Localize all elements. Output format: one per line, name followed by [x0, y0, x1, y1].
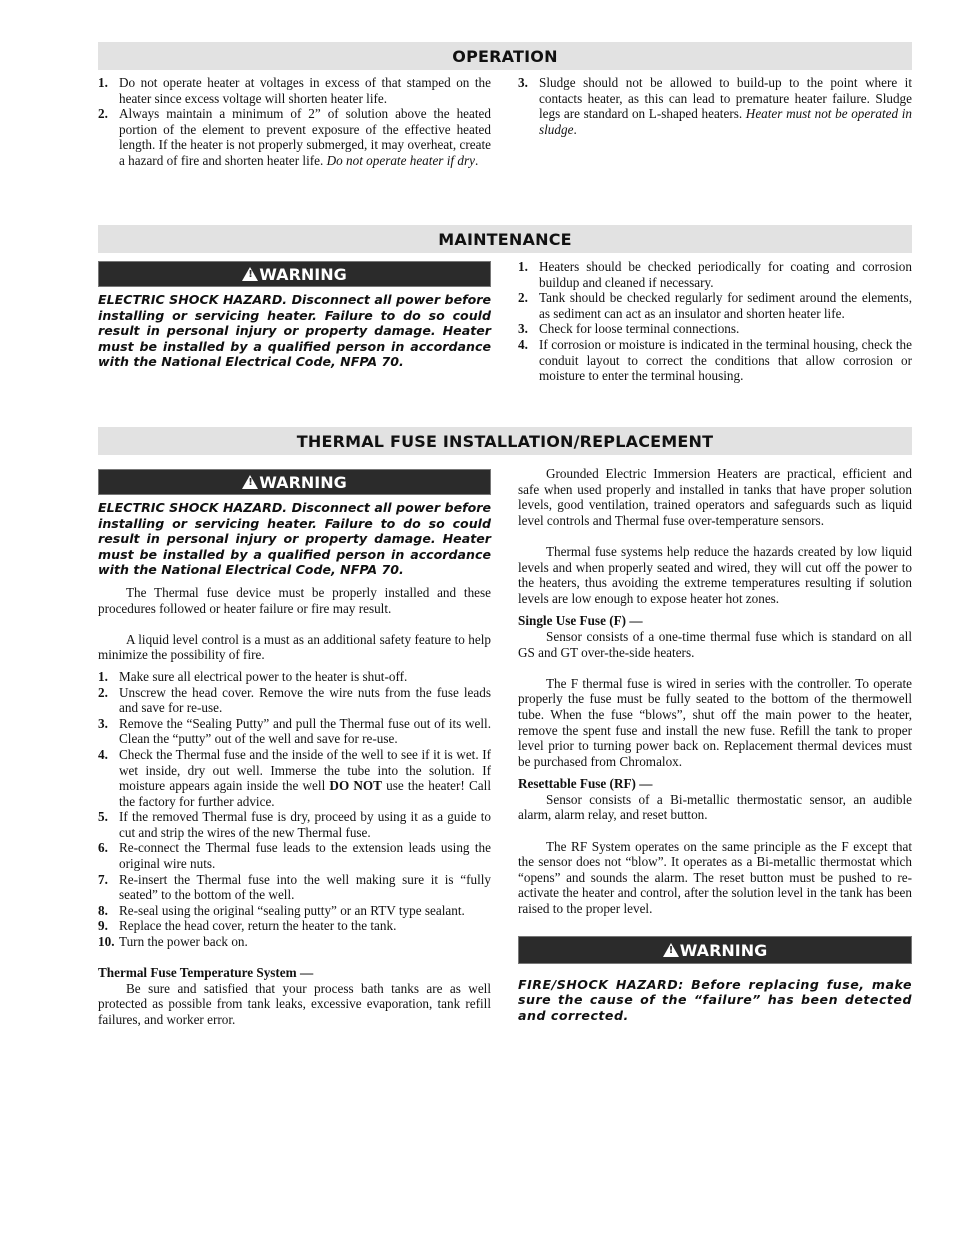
item-number: 5.	[98, 809, 108, 825]
item-text: Do not operate heater at voltages in excess of that stamped on the heater since excess voltage will shorten heater life.	[119, 75, 491, 106]
item-number: 2.	[518, 290, 528, 306]
subheading: Single Use Fuse (F) —	[518, 613, 643, 629]
thermal-right-column	[518, 466, 912, 1023]
maintenance-heading: MAINTENANCE	[98, 225, 912, 253]
item-tail: .	[573, 121, 577, 137]
item-text: Tank should be checked regularly for sediment around the elements, as sediment can act as an insulator and shorten heater life.	[539, 290, 912, 321]
list-item	[98, 918, 491, 934]
item-number: 3.	[518, 321, 528, 337]
maintenance-warning	[98, 261, 491, 370]
paragraph: The RF System operates on the same principle as the F except that the sensor does not “blow”. It operates as a Bi-metallic thermostat which “opens” and sounds the alarm. The reset button must be pushed to re-activate the heater and control, after the solution level in the tank has been raised to the proper level.	[518, 838, 912, 917]
item-number: 1.	[98, 668, 108, 684]
fuse-replacement-steps	[98, 669, 491, 950]
warning-banner	[98, 469, 491, 495]
item-emphasis: Do not operate heater if dry	[326, 152, 475, 168]
item-text: Re-seal using the original “sealing putty” or an RTV type sealant.	[119, 902, 465, 918]
list-item	[98, 872, 491, 903]
item-number: 4.	[98, 746, 108, 762]
list-item	[98, 716, 491, 747]
item-number: 8.	[98, 902, 108, 918]
item-text: Check the Thermal fuse and the inside of the well to see if it is wet. If wet inside, dry out well. Immerse the tube into the solution. If moisture appears again inside the well	[119, 746, 491, 794]
list-item	[98, 75, 491, 106]
list-item	[518, 290, 912, 321]
paragraph: Grounded Electric Immersion Heaters are practical, efficient and safe when used properly and installed in tanks that have proper solution levels, good ventilation, trained operators and safeguards such as liquid level controls and Thermal fuse over-temperature sensors.	[518, 466, 912, 528]
item-text: Re-connect the Thermal fuse leads to the extension leads using the original wire nuts.	[119, 840, 491, 872]
warning-banner	[518, 936, 912, 964]
item-text: Make sure all electrical power to the heater is shut-off.	[119, 668, 408, 684]
list-item	[98, 934, 491, 950]
paragraph: Thermal fuse systems help reduce the hazards created by low liquid levels and when properly seated and wired, they will cut off the power to the heaters, thus avoiding the extreme temperatures resulting if solution levels are low enough to expose heater hot zones.	[518, 543, 912, 606]
list-item	[98, 840, 491, 871]
item-number: 4.	[518, 336, 528, 352]
list-item	[518, 337, 912, 384]
item-number: 3.	[98, 715, 108, 731]
item-number: 10.	[98, 934, 115, 950]
list-item	[518, 259, 912, 290]
warning-label: WARNING	[679, 940, 768, 960]
item-text: Heaters should be checked periodically for coating and corrosion buildup and cleaned if necessary.	[539, 259, 912, 290]
item-text: Sludge should not be allowed to build-up to the point where it contacts heater, as this can lead to premature heater failure. Sludge legs are standard on L-shaped heaters.	[539, 75, 912, 122]
item-number: 1.	[518, 259, 528, 274]
operation-right-column	[518, 75, 912, 137]
item-text: Turn the power back on.	[119, 934, 248, 950]
list-item	[98, 669, 491, 685]
paragraph: A liquid level control is a must as an additional safety feature to help minimize the possibility of fire.	[98, 631, 491, 663]
warning-text: ELECTRIC SHOCK HAZARD. Disconnect all power before installing or servicing heater. Failure to do so could result in personal injury or property damage. Heater must be installed by a qualified person in accordance with the National Electrical Code, NFPA 70.	[98, 292, 491, 370]
maintenance-list	[518, 259, 912, 384]
warning-label: WARNING	[259, 473, 347, 492]
item-text: Re-insert the Thermal fuse into the well making sure it is “fully seated” to the bottom of the well.	[119, 871, 491, 903]
list-item	[98, 903, 491, 919]
item-emphasis: Heater must not be operated in sludge	[539, 106, 912, 137]
item-tail: .	[474, 152, 479, 168]
item-text: Replace the head cover, return the heater to the tank.	[119, 918, 397, 934]
item-number: 2.	[98, 106, 108, 122]
operation-left-column	[98, 75, 491, 169]
item-number: 3.	[518, 75, 528, 90]
item-tail: use the heater! Call the factory for further advice.	[119, 778, 491, 809]
warning-triangle-icon: !	[663, 943, 679, 957]
thermal-left-column	[98, 469, 491, 1028]
warning-label: WARNING	[259, 265, 347, 284]
item-number: 1.	[98, 75, 108, 90]
paragraph: The F thermal fuse is wired in series with the controller. To operate properly the fuse must be fully seated to the bottom of the thermowell tube. When the fuse “blows”, shut off the main power to the heater, remove the spent fuse and install the new fuse. Refill the tank to proper level prior to turning power back on. Replacement thermal devices must be purchased from Chromalox.	[518, 675, 912, 769]
list-item	[518, 321, 912, 337]
item-number: 2.	[98, 684, 108, 700]
operation-heading: OPERATION	[98, 42, 912, 70]
paragraph: Sensor consists of a Bi-metallic thermostatic sensor, an audible alarm, alarm relay, and reset button.	[518, 791, 912, 823]
item-text: If corrosion or moisture is indicated in the terminal housing, check the conduit layout to correct the conditions that allow corrosion or moisture to enter the terminal housing.	[539, 336, 912, 384]
subheading: Thermal Fuse Temperature System —	[98, 965, 314, 981]
list-item	[98, 809, 491, 840]
list-item	[98, 106, 491, 168]
warning-triangle-icon: !	[242, 475, 258, 489]
list-item	[98, 747, 491, 809]
item-number: 7.	[98, 871, 108, 887]
warning-banner	[98, 261, 491, 287]
list-item	[518, 75, 912, 137]
paragraph: Sensor consists of a one-time thermal fuse which is standard on all GS and GT over-the-side heaters.	[518, 628, 912, 660]
item-strong: DO NOT	[329, 778, 382, 794]
warning-triangle-icon: !	[242, 267, 258, 281]
item-text: If the removed Thermal fuse is dry, proceed by using it as a guide to cut and strip the wires of the new Thermal fuse.	[119, 809, 491, 840]
list-item	[98, 685, 491, 716]
item-text: Remove the “Sealing Putty” and pull the Thermal fuse out of its well. Clean the “putty” out of the well and save for re-use.	[119, 715, 491, 747]
item-text: Unscrew the head cover. Remove the wire nuts from the fuse leads and save for re-use.	[119, 684, 491, 716]
item-number: 9.	[98, 918, 108, 934]
thermal-fuse-heading: THERMAL FUSE INSTALLATION/REPLACEMENT	[98, 427, 912, 455]
warning-text: FIRE/SHOCK HAZARD: Before replacing fuse, make sure the cause of the “failure” has been detected and corrected.	[518, 976, 912, 1023]
warning-text: ELECTRIC SHOCK HAZARD. Disconnect all power before installing or servicing heater. Failure to do so could result in personal injury or property damage. Heater must be installed by a qualified person in accordance with the National Electrical Code, NFPA 70.	[98, 500, 491, 578]
item-text: Always maintain a minimum of 2” of solution above the heated portion of the element to prevent exposure of the effective heated length. If the heater is not properly submerged, it may overheat, create a hazard of fire and shorten heater life.	[119, 106, 491, 168]
paragraph: Be sure and satisfied that your process bath tanks are as well protected as possible from tank leaks, excessive evaporation, tank refill failures, and worker error.	[98, 980, 491, 1027]
item-text: Check for loose terminal connections.	[539, 321, 740, 337]
item-number: 6.	[98, 840, 108, 856]
subheading: Resettable Fuse (RF) —	[518, 776, 653, 792]
paragraph: The Thermal fuse device must be properly installed and these procedures followed or heater failure or fire may result.	[98, 584, 491, 616]
